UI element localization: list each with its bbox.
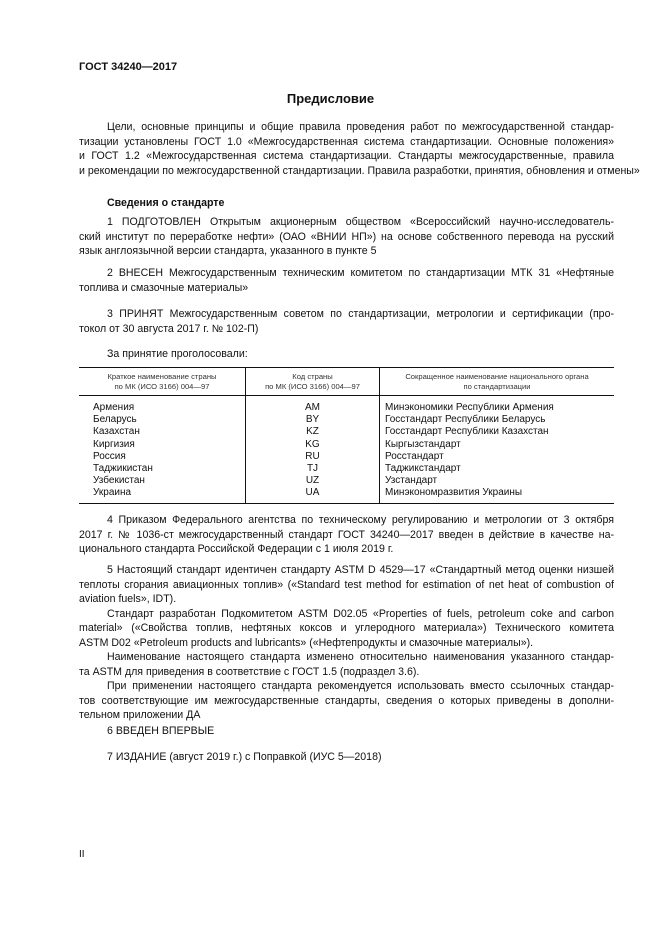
table-header-row	[79, 368, 614, 396]
item-7-line: 7 ИЗДАНИЕ (август 2019 г.) с Поправкой (ИУС 5—2018)	[107, 751, 382, 763]
authority-cell: Таджикстандарт	[380, 463, 615, 475]
table-row	[79, 439, 614, 451]
item-5-line: та ASTM для приведения в соответствие с ГОСТ 1.5 (подраздел 3.6).	[79, 665, 420, 678]
country-cell: Казахстан	[93, 426, 140, 438]
authority-cell: Госстандарт Республики Казахстан	[380, 426, 615, 438]
table-row	[79, 451, 614, 463]
country-cell: Беларусь	[93, 414, 137, 426]
authority-cell: Узстандарт	[380, 475, 615, 487]
item-6-paragraph	[79, 724, 614, 739]
authority-cell: Минэкономразвития Украины	[380, 487, 615, 503]
item-5-line: теплоты сгорания авиационных топлив» («Standard test method for estimation of net heat of combustion of	[79, 578, 614, 591]
table-row	[79, 414, 614, 426]
table-row	[79, 426, 614, 438]
section-heading: Сведения о стандарте	[107, 197, 225, 209]
column-header-code	[246, 368, 380, 396]
vote-intro	[79, 347, 614, 362]
item-5-line: aviation fuels», IDT).	[79, 593, 177, 605]
page-title: Предисловие	[286, 91, 375, 106]
item-4-line: 4 Приказом Федерального агентства по техническому регулированию и метрологии от 3 октября	[107, 514, 614, 526]
item-4-line: ционального стандарта Российской Федерации с 1 июля 2019 г.	[79, 543, 394, 555]
item-2-paragraph	[79, 266, 614, 295]
code-cell: UA	[246, 487, 380, 503]
item-2-line: 2 ВНЕСЕН Межгосударственным техническим комитетом по стандартизации МТК 31 «Нефтяные	[107, 267, 614, 279]
intro-line: и ГОСТ 1.2 «Межгосударственная система стандартизации. Стандарты межгосударственные, правила	[79, 150, 614, 162]
item-5-line: material» («Свойства топлив, нефтяных коксов и углеродного материала») Технического комитета	[79, 622, 614, 634]
table-row	[79, 396, 614, 415]
country-cell: Армения	[93, 402, 135, 413]
header-line: по МК (ИСО 3166) 004—97	[114, 382, 210, 391]
header-line: Сокращенное наименование национального органа	[405, 372, 589, 381]
code-cell: AM	[246, 396, 380, 415]
header-line: Краткое наименование страны	[107, 372, 217, 381]
intro-paragraph	[79, 120, 640, 178]
item-2-line: топлива и смазочные материалы»	[79, 281, 249, 294]
column-header-country	[79, 368, 246, 396]
item-7-paragraph	[79, 750, 614, 765]
item-5-line: Стандарт разработан Подкомитетом ASTM D02.05 «Properties of fuels, petroleum coke and carbon	[107, 607, 614, 620]
country-cell: Украина	[93, 487, 132, 499]
intro-line: тизации установлены ГОСТ 1.0 «Межгосударственная система стандартизации. Основные положения»	[79, 135, 614, 148]
item-1-line: ский институт по переработке нефти» (ОАО «ВНИИ НП») на основе собственного перевода на русский	[79, 230, 614, 243]
header-line: Код страны	[292, 372, 333, 381]
country-cell: Узбекистан	[93, 475, 145, 487]
item-3-paragraph	[79, 307, 614, 336]
authority-cell: Кыргызстандарт	[380, 439, 615, 451]
item-3-line: токол от 30 августа 2017 г. № 102-П)	[79, 322, 259, 335]
code-cell: KZ	[246, 426, 380, 438]
item-5-line: Наименование настоящего стандарта изменено относительно наименования указанного стандар-	[107, 651, 614, 663]
item-5-line: ASTM D02 «Petroleum products and lubricants» («Нефтепродукты и смазочные материалы»).	[79, 636, 534, 649]
item-5-paragraph	[79, 563, 614, 723]
country-cell: Россия	[93, 450, 126, 462]
table-row	[79, 463, 614, 475]
item-5-line: тов соответствующие им межгосударственные стандарты, сведения о которых приведены в дополни-	[79, 694, 614, 707]
column-header-authority	[380, 368, 615, 396]
vote-intro-text: За принятие проголосовали:	[107, 348, 248, 360]
item-5-line: тельном приложении ДА	[79, 709, 201, 721]
item-4-line: 2017 г. № 1036-ст межгосударственный стандарт ГОСТ 34240—2017 введен в действие в качестве на-	[79, 528, 614, 541]
intro-line: и рекомендации по межгосударственной стандартизации. Правила разработки, принятия, обновления и отмены»	[79, 164, 640, 177]
code-cell: BY	[246, 414, 380, 426]
item-1-line: 1 ПОДГОТОВЛЕН Открытым акционерным обществом «Всероссийский научно-исследователь-	[107, 216, 614, 228]
authority-cell: Росстандарт	[380, 451, 615, 463]
item-5-line: При применении настоящего стандарта рекомендуется использовать вместо ссылочных стандар-	[107, 680, 614, 692]
country-cell: Киргизия	[93, 438, 135, 450]
code-cell: TJ	[246, 463, 380, 475]
document-code-header: ГОСТ 34240—2017	[79, 61, 178, 73]
country-cell: Таджикистан	[93, 463, 153, 475]
code-cell: RU	[246, 451, 380, 463]
code-cell: UZ	[246, 475, 380, 487]
voting-countries-table	[79, 367, 614, 504]
item-1-line: язык англоязычной версии стандарта, указанного в пункте 5	[79, 245, 377, 257]
item-3-line: 3 ПРИНЯТ Межгосударственным советом по стандартизации, метрологии и сертификации (про-	[107, 308, 614, 320]
authority-cell: Госстандарт Республики Беларусь	[380, 414, 615, 426]
header-line: по МК (ИСО 3166) 004—97	[265, 382, 360, 391]
item-6-line: 6 ВВЕДЕН ВПЕРВЫЕ	[107, 725, 215, 737]
table-row	[79, 487, 614, 503]
code-cell: KG	[246, 439, 380, 451]
header-line: по стандартизации	[463, 382, 531, 391]
item-1-paragraph	[79, 215, 614, 259]
item-5-line: 5 Настоящий стандарт идентичен стандарту ASTM D 4529—17 «Стандартный метод оценки низшей	[107, 564, 614, 576]
table-row	[79, 475, 614, 487]
intro-line: Цели, основные принципы и общие правила проведения работ по межгосударственной стандар-	[107, 121, 614, 133]
page-number: II	[79, 849, 85, 860]
authority-cell: Минэкономики Республики Армения	[380, 396, 615, 415]
item-4-paragraph	[79, 513, 614, 557]
